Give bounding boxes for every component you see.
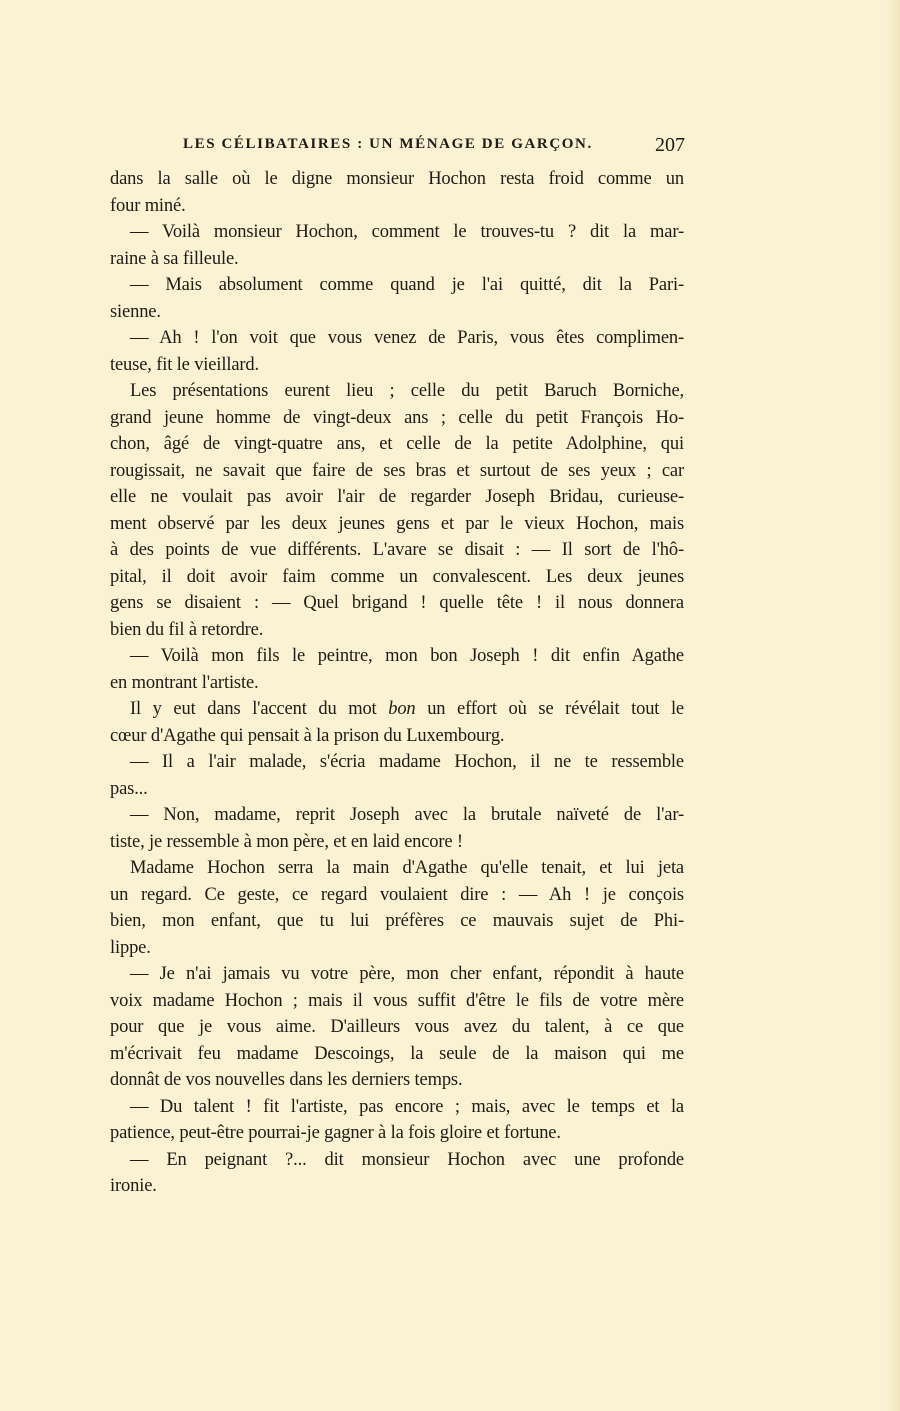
text-line: — Voilà mon fils le peintre, mon bon Joseph ! dit enfin Agathe — [130, 646, 684, 666]
running-title: LES CÉLIBATAIRES : UN MÉNAGE DE GARÇON. — [183, 136, 593, 152]
text-line: ment observé par les deux jeunes gens et par le vieux Hochon, mais — [110, 513, 684, 534]
text-line: patience, peut-être pourrai-je gagner à la fois gloire et fortune. — [110, 1123, 561, 1143]
text-line — [110, 696, 684, 723]
text-segment: un effort où se révélait tout le — [415, 699, 684, 719]
text-line: — Je n'ai jamais vu votre père, mon cher enfant, répondit à haute — [130, 964, 684, 984]
text-line: pital, il doit avoir faim comme un convalescent. Les deux jeunes — [110, 566, 684, 587]
text-line: donnât de vos nouvelles dans les derniers temps. — [110, 1070, 463, 1090]
text-line: à des points de vue différents. L'avare se disait : — Il sort de l'hô- — [110, 540, 684, 560]
text-line: rougissait, ne savait que faire de ses bras et surtout de ses yeux ; car — [110, 460, 684, 481]
page-number: 207 — [655, 134, 685, 156]
text-line: gens se disaient : — Quel brigand ! quelle tête ! il nous donnera — [110, 593, 684, 613]
text-line: bien, mon enfant, que tu lui préfères ce mauvais sujet de Phi- — [110, 911, 684, 931]
text-line: sienne. — [110, 301, 161, 322]
text-line: — Du talent ! fit l'artiste, pas encore ; mais, avec le temps et la — [130, 1096, 684, 1117]
text-line: raine à sa filleule. — [110, 248, 239, 269]
text-line: — Mais absolument comme quand je l'ai quitté, dit la Pari- — [130, 275, 684, 295]
text-line: four miné. — [110, 195, 186, 216]
text-line: cœur d'Agathe qui pensait à la prison du Luxembourg. — [110, 725, 505, 746]
text-line: grand jeune homme de vingt-deux ans ; celle du petit François Ho- — [110, 407, 684, 428]
text-segment: Il y eut dans l'accent du mot — [130, 699, 389, 719]
page-edge-shadow — [886, 0, 900, 1411]
text-line: — En peignant ?... dit monsieur Hochon avec une profonde — [130, 1149, 684, 1170]
text-line: — Voilà monsieur Hochon, comment le trouves-tu ? dit la mar- — [130, 222, 684, 242]
text-line: — Ah ! l'on voit que vous venez de Paris, vous êtes complimen- — [130, 328, 684, 348]
running-header — [183, 134, 685, 158]
text-line: pas... — [110, 778, 148, 799]
text-line: dans la salle où le digne monsieur Hochon resta froid comme un — [110, 169, 684, 189]
text-line: — Non, madame, reprit Joseph avec la brutale naïveté de l'ar- — [130, 805, 684, 825]
text-line: teuse, fit le vieillard. — [110, 354, 259, 375]
text-line: voix madame Hochon ; mais il vous suffit d'être le fils de votre mère — [110, 990, 684, 1011]
text-line: tiste, je ressemble à mon père, et en laid encore ! — [110, 831, 463, 852]
text-line: un regard. Ce geste, ce regard voulaient dire : — Ah ! je conçois — [110, 884, 684, 905]
text-line: Madame Hochon serra la main d'Agathe qu'elle tenait, et lui jeta — [130, 858, 684, 878]
text-line: m'écrivait feu madame Descoings, la seule de la maison qui me — [110, 1043, 684, 1064]
text-line: — Il a l'air malade, s'écria madame Hochon, il ne te ressemble — [130, 752, 684, 772]
text-line: elle ne voulait pas avoir l'air de regarder Joseph Bridau, curieuse- — [110, 487, 684, 507]
body-text — [110, 166, 684, 1200]
text-line: pour que je vous aime. D'ailleurs vous avez du talent, à ce que — [110, 1017, 684, 1037]
text-line: Les présentations eurent lieu ; celle du petit Baruch Borniche, — [130, 381, 684, 401]
text-line: ironie. — [110, 1176, 157, 1196]
italic-word: bon — [388, 699, 416, 719]
text-line: lippe. — [110, 937, 151, 958]
text-line: en montrant l'artiste. — [110, 672, 259, 693]
text-line: chon, âgé de vingt-quatre ans, et celle de la petite Adolphine, qui — [110, 434, 684, 454]
text-line: bien du fil à retordre. — [110, 619, 264, 640]
